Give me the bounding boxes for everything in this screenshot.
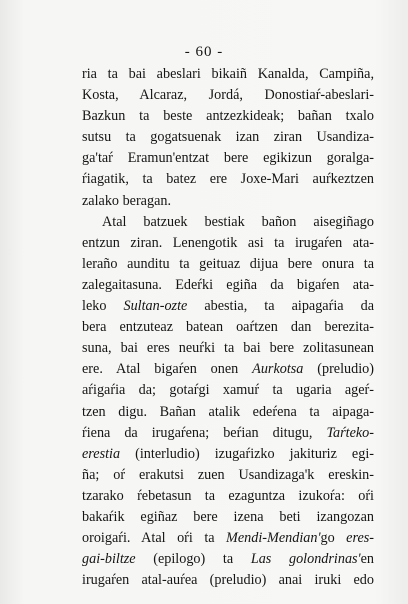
text-run: Kosta, Alcaraz, Jordá, Donostiaŕ-abeslari-: [82, 87, 374, 104]
text-run: zalako beragan.: [82, 192, 172, 209]
text-line: [82, 402, 374, 423]
text-line: [82, 169, 374, 190]
italic-term: Taŕteko-: [326, 424, 374, 441]
text-line: [82, 127, 374, 148]
text-run: (interludio) izugaŕizko jakituriz egi-: [120, 445, 374, 462]
text-line: [82, 465, 374, 486]
text-run: ŕiagatik, ta batez ere Joxe-Mari auŕkeztzen: [82, 171, 374, 188]
italic-term: Sultan-ozte: [123, 298, 188, 315]
text-line: [82, 106, 374, 127]
text-run: tzarako ŕebetasun ta ezaguntza izukoŕa: oŕi: [82, 487, 374, 504]
text-line: [82, 64, 374, 85]
text-run: aŕigaŕia da; gotaŕgi xamuŕ ta ugaria ageŕ-: [82, 382, 374, 399]
text-line: [82, 317, 374, 338]
text-run: zalegaitasuna. Edeŕki egiña da bigaŕen ata-: [82, 276, 374, 293]
text-run: ere. Atal bigaŕen onen: [82, 361, 253, 378]
text-run: leko: [82, 298, 124, 315]
text-line: [82, 528, 374, 549]
text-run: bakaŕik egiñaz bere izena beti izangozan: [82, 508, 374, 525]
text-run: Atal batzuek bestiak bañon aisegiñago: [102, 213, 374, 230]
body-text: [82, 64, 374, 591]
text-run: ria ta bai abeslari bikaiñ Kanalda, Campiña,: [82, 66, 374, 82]
italic-term: gai-biltze: [82, 551, 136, 568]
text-line: [82, 570, 374, 591]
text-line: [82, 423, 374, 444]
text-run: (epilogo) ta: [135, 551, 251, 568]
text-run: abestia, ta aipagaŕia da: [187, 298, 374, 315]
italic-term: eres-: [346, 530, 374, 547]
text-line: [82, 338, 374, 359]
text-line: [82, 212, 374, 233]
text-line: [82, 233, 374, 254]
text-line: [82, 275, 374, 296]
text-line: [82, 254, 374, 275]
text-run: bera entzuteaz batean oaŕtzen dan berezita-: [82, 319, 374, 336]
text-run: ña; oŕ erakutsi zuen Usandizaga'k ereskin-: [82, 466, 374, 483]
text-run: en: [360, 551, 374, 568]
italic-term: Mendi-Mendian': [226, 530, 321, 547]
text-line: [82, 85, 374, 106]
text-run: oroigaŕi. Atal oŕi ta: [82, 530, 227, 547]
text-run: ŕiena da irugaŕena; beŕian ditugu,: [82, 424, 327, 441]
italic-term: Las golondrinas': [250, 551, 361, 568]
text-line: [82, 148, 374, 169]
page-number: - 60 -: [184, 44, 224, 60]
text-line: [82, 359, 374, 380]
text-run: suna, bai eres neuŕki ta bai bere zolitasunean: [82, 340, 374, 357]
text-line: [82, 549, 374, 570]
text-line: [82, 191, 374, 212]
text-run: entzun ziran. Lenengotik asi ta irugaŕen ata-: [82, 234, 374, 251]
text-run: sutsu ta gogatsuenak izan ziran Usandiza-: [82, 129, 374, 146]
text-run: go: [320, 530, 347, 547]
text-line: [82, 486, 374, 507]
italic-term: Aurkotsa: [252, 361, 304, 378]
italic-term: erestia: [82, 445, 121, 462]
text-run: irugaŕen atal-auŕea (preludio) anai iruki edo: [82, 572, 374, 589]
text-line: [82, 444, 374, 465]
text-run: Bazkun ta beste antzezkideak; bañan txalo: [82, 108, 374, 125]
text-line: [82, 507, 374, 528]
text-line: [82, 296, 374, 317]
text-run: tzen digu. Bañan atalik edeŕena ta aipaga-: [82, 403, 374, 420]
text-run: (preludio): [303, 361, 374, 378]
text-run: leraño aunditu ta geituaz dijua bere onura ta: [82, 255, 374, 272]
text-line: [82, 380, 374, 401]
text-run: ga'taŕ Eramun'entzat bere egikizun goralga-: [82, 150, 374, 167]
